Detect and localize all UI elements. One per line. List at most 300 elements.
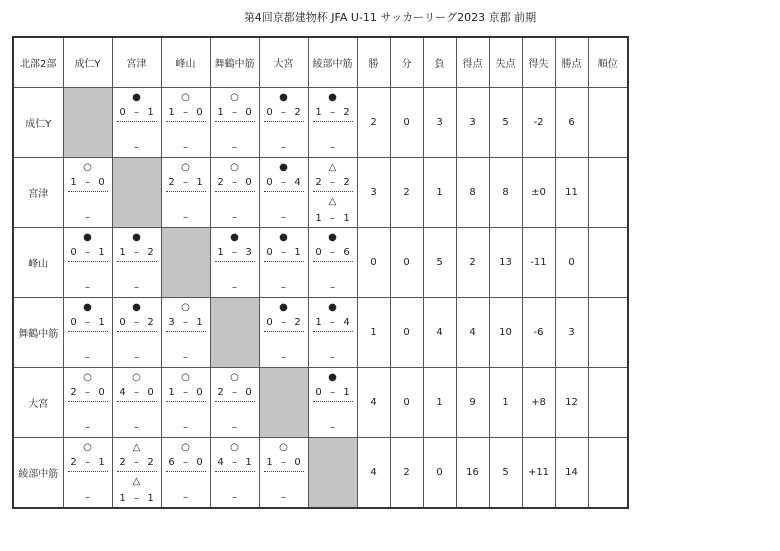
table-row [13, 227, 628, 297]
score-separator: – [134, 246, 139, 258]
dotted-divider [68, 261, 108, 262]
score-separator: – [183, 106, 188, 118]
col-team-0: 成仁Y [63, 37, 112, 87]
self-match-cell [63, 87, 112, 157]
first-leg-score [309, 176, 357, 189]
goals-against: 1 [147, 106, 154, 118]
second-leg-score [113, 493, 161, 505]
goals-for: 6 [168, 456, 175, 468]
second-leg-empty: – [134, 351, 139, 363]
goals-against: 1 [196, 176, 203, 188]
stat-goals-for: 16 [456, 437, 489, 508]
score-separator: – [232, 246, 237, 258]
stat-draws: 2 [390, 157, 423, 227]
goals-against: 0 [196, 106, 203, 118]
score-separator: – [281, 176, 286, 188]
goals-for: 1 [168, 386, 175, 398]
self-match-cell [308, 437, 357, 508]
first-leg-score [309, 106, 357, 119]
first-leg-score [211, 386, 259, 399]
first-leg-score [113, 246, 161, 259]
goals-against: 2 [147, 316, 154, 328]
second-leg-empty: – [281, 351, 286, 363]
result-mark: ○ [83, 441, 92, 453]
stat-points: 12 [555, 367, 588, 437]
first-leg-score [309, 316, 357, 329]
table-row [13, 297, 628, 367]
self-match-cell [259, 367, 308, 437]
goals-for: 0 [119, 316, 126, 328]
result-mark: ● [132, 301, 141, 313]
match-cell [112, 297, 161, 367]
goals-for: 1 [168, 106, 175, 118]
result-mark: ○ [230, 161, 239, 173]
score-separator: – [330, 316, 335, 328]
match-cell [308, 297, 357, 367]
match-cell [210, 157, 259, 227]
second-leg-empty: – [232, 211, 237, 223]
stat-points: 6 [555, 87, 588, 157]
score-separator: – [134, 106, 139, 118]
stat-rank [588, 367, 628, 437]
dotted-divider [166, 191, 206, 192]
match-cell [308, 367, 357, 437]
second-leg-empty: – [183, 351, 188, 363]
second-leg-empty: – [183, 491, 188, 503]
stat-rank [588, 437, 628, 508]
second-leg-empty: – [85, 281, 90, 293]
col-team-3: 舞鶴中筋 [210, 37, 259, 87]
second-leg-empty: – [134, 281, 139, 293]
match-cell [210, 87, 259, 157]
goals-for: 1 [315, 212, 322, 224]
dotted-divider [117, 121, 157, 122]
second-leg-empty: – [281, 491, 286, 503]
stat-losses: 1 [423, 367, 456, 437]
dotted-divider [166, 331, 206, 332]
row-team-label: 大宮 [13, 367, 63, 437]
dotted-divider [313, 191, 353, 192]
goals-against: 0 [245, 386, 252, 398]
dotted-divider [313, 261, 353, 262]
stat-goals-against: 10 [489, 297, 522, 367]
goals-for: 0 [315, 386, 322, 398]
score-separator: – [183, 316, 188, 328]
dotted-divider [117, 401, 157, 402]
match-cell [63, 297, 112, 367]
goals-against: 4 [294, 176, 301, 188]
row-team-label: 宮津 [13, 157, 63, 227]
col-losses: 負 [423, 37, 456, 87]
score-separator: – [85, 246, 90, 258]
match-cell [112, 87, 161, 157]
stat-losses: 5 [423, 227, 456, 297]
score-separator: – [232, 176, 237, 188]
second-result-mark: △ [132, 475, 141, 487]
stat-wins: 1 [357, 297, 390, 367]
first-leg-score [162, 176, 210, 189]
match-cell [63, 227, 112, 297]
second-leg-empty: – [281, 141, 286, 153]
stat-goal-diff: -2 [522, 87, 555, 157]
stat-goals-for: 9 [456, 367, 489, 437]
second-leg-empty: – [85, 491, 90, 503]
stat-losses: 4 [423, 297, 456, 367]
page-title: 第4回京都建物杯 JFA U-11 サッカーリーグ2023 京都 前期 [243, 11, 537, 24]
col-team-4: 大宮 [259, 37, 308, 87]
first-leg-score [113, 106, 161, 119]
goals-against: 1 [343, 212, 350, 224]
stat-draws: 0 [390, 227, 423, 297]
header-row [13, 37, 628, 87]
goals-for: 2 [70, 386, 77, 398]
second-leg-empty: – [330, 141, 335, 153]
second-leg-empty: – [85, 351, 90, 363]
goals-against: 0 [196, 456, 203, 468]
second-leg-empty: – [183, 211, 188, 223]
result-mark: △ [328, 161, 337, 173]
col-team-5: 綾部中筋 [308, 37, 357, 87]
match-cell [259, 297, 308, 367]
first-leg-score [211, 246, 259, 259]
match-cell [308, 227, 357, 297]
goals-for: 2 [119, 456, 126, 468]
col-team-2: 峰山 [161, 37, 210, 87]
stat-losses: 1 [423, 157, 456, 227]
table-row [13, 367, 628, 437]
dotted-divider [166, 121, 206, 122]
stat-goals-against: 5 [489, 437, 522, 508]
second-leg-empty: – [330, 281, 335, 293]
result-mark: ● [279, 91, 288, 103]
score-separator: – [183, 386, 188, 398]
goals-against: 2 [343, 106, 350, 118]
dotted-divider [215, 401, 255, 402]
second-leg-empty: – [183, 421, 188, 433]
goals-for: 3 [168, 316, 175, 328]
col-rank: 順位 [588, 37, 628, 87]
second-leg-empty: – [134, 421, 139, 433]
row-team-label: 峰山 [13, 227, 63, 297]
goals-for: 1 [315, 106, 322, 118]
goals-against: 4 [343, 316, 350, 328]
match-cell [63, 367, 112, 437]
goals-against: 1 [98, 456, 105, 468]
goals-for: 2 [70, 456, 77, 468]
goals-for: 1 [119, 492, 126, 504]
first-leg-score [64, 246, 112, 259]
first-leg-score [309, 246, 357, 259]
second-leg-empty: – [281, 281, 286, 293]
goals-against: 2 [147, 456, 154, 468]
stat-rank [588, 297, 628, 367]
result-mark: ● [328, 371, 337, 383]
dotted-divider [313, 401, 353, 402]
first-leg-score [162, 386, 210, 399]
result-mark: ○ [230, 371, 239, 383]
dotted-divider [215, 191, 255, 192]
col-goals-for: 得点 [456, 37, 489, 87]
dotted-divider [166, 401, 206, 402]
match-cell [161, 87, 210, 157]
dotted-divider [117, 471, 157, 472]
dotted-divider [264, 191, 304, 192]
match-cell [308, 87, 357, 157]
second-leg-empty: – [281, 211, 286, 223]
score-separator: – [232, 386, 237, 398]
match-cell [112, 227, 161, 297]
dotted-divider [68, 191, 108, 192]
second-result-mark: △ [328, 195, 337, 207]
col-goals-against: 失点 [489, 37, 522, 87]
score-separator: – [232, 106, 237, 118]
first-leg-score [260, 246, 308, 259]
dotted-divider [313, 121, 353, 122]
second-leg-empty: – [232, 281, 237, 293]
score-separator: – [281, 246, 286, 258]
match-cell [259, 227, 308, 297]
result-mark: ● [279, 161, 288, 173]
col-team-1: 宮津 [112, 37, 161, 87]
first-leg-score [64, 316, 112, 329]
score-separator: – [85, 176, 90, 188]
row-team-label: 舞鶴中筋 [13, 297, 63, 367]
stat-goals-for: 8 [456, 157, 489, 227]
match-cell [161, 437, 210, 508]
goals-for: 0 [266, 316, 273, 328]
second-leg-empty: – [183, 141, 188, 153]
goals-against: 1 [98, 246, 105, 258]
goals-for: 2 [217, 176, 224, 188]
goals-against: 0 [245, 106, 252, 118]
self-match-cell [161, 227, 210, 297]
corner-label: 北部2部 [13, 37, 63, 87]
goals-for: 1 [217, 246, 224, 258]
match-cell [161, 297, 210, 367]
dotted-divider [68, 471, 108, 472]
result-mark: ○ [181, 371, 190, 383]
second-leg-empty: – [85, 211, 90, 223]
score-separator: – [330, 246, 335, 258]
match-cell [63, 157, 112, 227]
result-mark: ○ [230, 91, 239, 103]
first-leg-score [211, 106, 259, 119]
result-mark: ○ [181, 441, 190, 453]
dotted-divider [264, 471, 304, 472]
match-cell [161, 157, 210, 227]
score-separator: – [183, 176, 188, 188]
goals-for: 2 [217, 386, 224, 398]
score-separator: – [330, 106, 335, 118]
score-separator: – [134, 492, 139, 504]
score-separator: – [281, 316, 286, 328]
first-leg-score [113, 316, 161, 329]
stat-draws: 0 [390, 297, 423, 367]
first-leg-score [211, 176, 259, 189]
result-mark: ● [230, 231, 239, 243]
stat-goals-against: 13 [489, 227, 522, 297]
goals-against: 1 [343, 386, 350, 398]
goals-for: 1 [217, 106, 224, 118]
col-wins: 勝 [357, 37, 390, 87]
second-leg-score [309, 213, 357, 225]
goals-against: 2 [294, 316, 301, 328]
second-leg-empty: – [134, 141, 139, 153]
score-separator: – [85, 386, 90, 398]
stat-wins: 2 [357, 87, 390, 157]
result-mark: ○ [132, 371, 141, 383]
score-separator: – [330, 176, 335, 188]
goals-for: 4 [217, 456, 224, 468]
score-separator: – [134, 386, 139, 398]
goals-for: 1 [266, 456, 273, 468]
goals-against: 2 [343, 176, 350, 188]
stat-points: 14 [555, 437, 588, 508]
score-separator: – [330, 386, 335, 398]
goals-for: 0 [266, 176, 273, 188]
self-match-cell [112, 157, 161, 227]
stat-goals-for: 3 [456, 87, 489, 157]
dotted-divider [264, 331, 304, 332]
result-mark: ○ [230, 441, 239, 453]
row-team-label: 綾部中筋 [13, 437, 63, 508]
result-mark: △ [132, 441, 141, 453]
match-cell [259, 437, 308, 508]
first-leg-score [211, 456, 259, 469]
goals-against: 0 [98, 386, 105, 398]
stat-goal-diff: +11 [522, 437, 555, 508]
score-separator: – [183, 456, 188, 468]
stat-goals-for: 4 [456, 297, 489, 367]
dotted-divider [68, 331, 108, 332]
goals-against: 1 [147, 492, 154, 504]
stat-goal-diff: -6 [522, 297, 555, 367]
table-row [13, 157, 628, 227]
stat-goal-diff: +8 [522, 367, 555, 437]
dotted-divider [117, 331, 157, 332]
result-mark: ○ [181, 161, 190, 173]
second-leg-empty: – [232, 491, 237, 503]
result-mark: ○ [83, 161, 92, 173]
col-draws: 分 [390, 37, 423, 87]
result-mark: ○ [279, 441, 288, 453]
stat-points: 3 [555, 297, 588, 367]
stat-wins: 0 [357, 227, 390, 297]
goals-against: 1 [294, 246, 301, 258]
col-goal-diff: 得失 [522, 37, 555, 87]
goals-for: 0 [70, 316, 77, 328]
goals-for: 0 [119, 106, 126, 118]
table-row [13, 437, 628, 508]
match-cell [210, 227, 259, 297]
stat-rank [588, 227, 628, 297]
match-cell [259, 87, 308, 157]
stat-goals-against: 8 [489, 157, 522, 227]
stat-draws: 2 [390, 437, 423, 508]
stat-rank [588, 87, 628, 157]
second-leg-empty: – [85, 421, 90, 433]
goals-against: 0 [294, 456, 301, 468]
stat-losses: 3 [423, 87, 456, 157]
first-leg-score [260, 316, 308, 329]
dotted-divider [313, 331, 353, 332]
result-mark: ○ [83, 371, 92, 383]
goals-against: 0 [98, 176, 105, 188]
dotted-divider [264, 121, 304, 122]
stat-wins: 3 [357, 157, 390, 227]
match-cell [112, 437, 161, 508]
goals-for: 0 [315, 246, 322, 258]
dotted-divider [68, 401, 108, 402]
stat-goals-for: 2 [456, 227, 489, 297]
second-leg-empty: – [232, 141, 237, 153]
match-cell [210, 437, 259, 508]
match-cell [112, 367, 161, 437]
score-separator: – [85, 316, 90, 328]
second-leg-empty: – [330, 351, 335, 363]
result-mark: ○ [181, 301, 190, 313]
goals-against: 1 [98, 316, 105, 328]
match-cell [63, 437, 112, 508]
score-separator: – [330, 212, 335, 224]
match-cell [210, 367, 259, 437]
goals-against: 1 [245, 456, 252, 468]
col-points: 勝点 [555, 37, 588, 87]
goals-against: 6 [343, 246, 350, 258]
first-leg-score [162, 106, 210, 119]
stat-draws: 0 [390, 367, 423, 437]
dotted-divider [166, 471, 206, 472]
result-mark: ● [328, 301, 337, 313]
score-separator: – [281, 456, 286, 468]
stat-goal-diff: -11 [522, 227, 555, 297]
row-team-label: 成仁Y [13, 87, 63, 157]
dotted-divider [264, 261, 304, 262]
league-table [12, 36, 629, 509]
goals-against: 3 [245, 246, 252, 258]
first-leg-score [64, 176, 112, 189]
stat-wins: 4 [357, 367, 390, 437]
score-separator: – [134, 456, 139, 468]
stat-points: 11 [555, 157, 588, 227]
stat-losses: 0 [423, 437, 456, 508]
second-leg-empty: – [330, 421, 335, 433]
score-separator: – [134, 316, 139, 328]
goals-against: 2 [294, 106, 301, 118]
goals-for: 1 [119, 246, 126, 258]
result-mark: ● [83, 301, 92, 313]
goals-for: 0 [266, 246, 273, 258]
goals-against: 0 [245, 176, 252, 188]
first-leg-score [113, 386, 161, 399]
first-leg-score [64, 456, 112, 469]
match-cell [259, 157, 308, 227]
first-leg-score [260, 106, 308, 119]
stat-goals-against: 5 [489, 87, 522, 157]
dotted-divider [215, 261, 255, 262]
goals-for: 1 [70, 176, 77, 188]
goals-against: 0 [196, 386, 203, 398]
first-leg-score [113, 456, 161, 469]
first-leg-score [260, 176, 308, 189]
stat-rank [588, 157, 628, 227]
score-separator: – [232, 456, 237, 468]
result-mark: ● [328, 231, 337, 243]
stat-draws: 0 [390, 87, 423, 157]
result-mark: ● [132, 91, 141, 103]
goals-for: 2 [168, 176, 175, 188]
stat-points: 0 [555, 227, 588, 297]
